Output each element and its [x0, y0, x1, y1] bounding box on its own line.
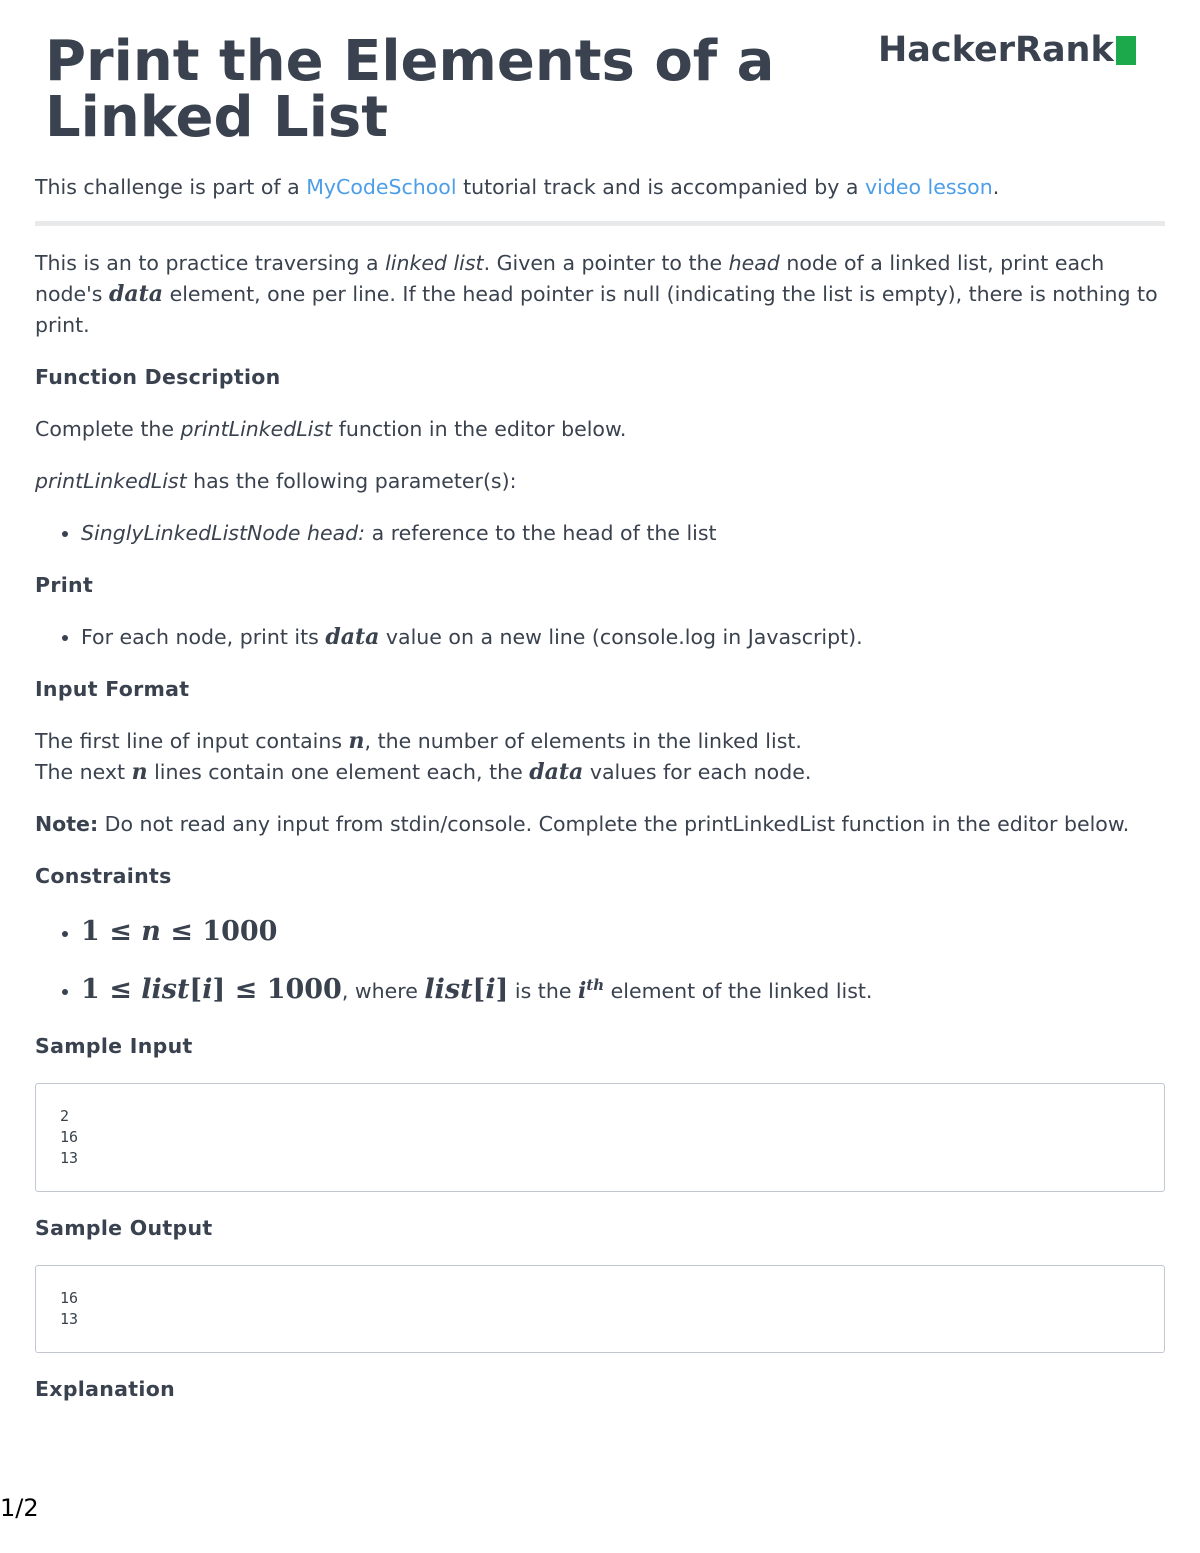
brand-block-icon	[1116, 36, 1136, 65]
list-item: • For each node, print its data value on a new line (console.log in Javascript).	[81, 622, 1165, 653]
constraint-item: • 1 ≤ n ≤ 1000	[81, 913, 1165, 952]
input-format-text: The first line of input contains n, the number of elements in the linked list. The next n lines contain one element each, the data values for each node.	[35, 728, 812, 785]
mycodeschool-link[interactable]: MyCodeSchool	[306, 175, 457, 199]
code-line: 16	[60, 1127, 79, 1146]
constraints-list	[35, 913, 1165, 1010]
divider	[35, 221, 1165, 226]
constraint-item: • 1 ≤ list[i] ≤ 1000, where list[i] is the $i^{th}$ element of the linked list.	[81, 966, 1165, 1010]
sample-output-box	[35, 1265, 1165, 1353]
sample-input-heading: Sample Input	[35, 1033, 193, 1058]
print-heading: Print	[35, 573, 94, 597]
video-lesson-link[interactable]: video lesson	[865, 175, 993, 199]
sample-output-heading: Sample Output	[35, 1215, 213, 1240]
code-line: 13	[60, 1309, 79, 1328]
parameter-list	[35, 518, 1165, 549]
brand-name: HackerRank	[878, 30, 1114, 70]
input-format-heading: Input Format	[35, 677, 190, 701]
code-line: 16	[60, 1288, 79, 1307]
function-params-text: printLinkedList has the following parameter(s):	[35, 469, 517, 493]
page-title: Print the Elements of a Linked List	[45, 29, 775, 150]
sample-input-box	[35, 1083, 1165, 1192]
function-complete-text: Complete the printLinkedList function in the editor below.	[35, 417, 627, 441]
function-description-heading: Function Description	[35, 365, 281, 389]
problem-statement	[35, 172, 1165, 1426]
note-paragraph: Note: Do not read any input from stdin/console. Complete the printLinkedList function in the editor below.	[35, 812, 1130, 836]
page-number: 1/2	[0, 1494, 39, 1522]
constraints-heading: Constraints	[35, 864, 172, 888]
intro-paragraph: This challenge is part of a MyCodeSchool tutorial track and is accompanied by a video lesson.	[35, 175, 1000, 199]
note-label: Note:	[35, 812, 99, 836]
hackerrank-logo[interactable]	[878, 30, 1136, 70]
math-data: data	[109, 281, 164, 307]
code-line: 13	[60, 1148, 79, 1167]
description-paragraph: This is an to practice traversing a linked list. Given a pointer to the head node of a linked list, print each node's data element, one per line. If the head pointer is null (indicating the list is empty), there is nothing to print.	[35, 251, 1158, 337]
list-item: • SinglyLinkedListNode head: a reference to the head of the list	[81, 518, 1165, 549]
explanation-heading: Explanation	[35, 1376, 175, 1401]
print-list	[35, 622, 1165, 653]
code-line: 2	[60, 1106, 70, 1125]
